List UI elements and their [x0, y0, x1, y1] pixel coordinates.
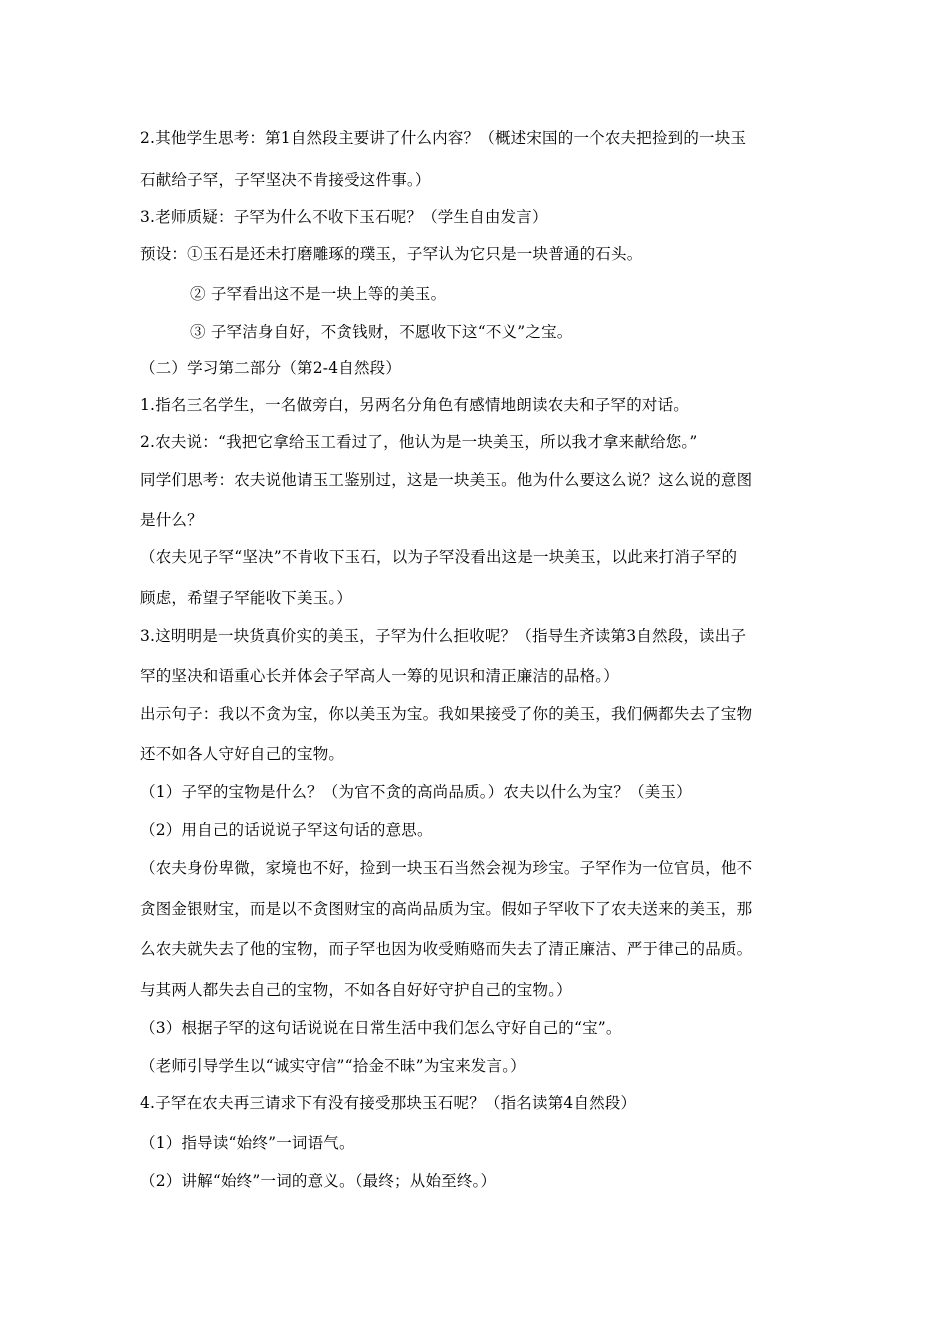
text-line: 贪图金银财宝，而是以不贪图财宝的高尚品质为宝。假如子罕收下了农夫送来的美玉，那	[140, 900, 753, 918]
text-line: 石献给子罕，子罕坚决不肯接受这件事。）	[140, 171, 431, 189]
text-line: 2.其他学生思考：第1自然段主要讲了什么内容？（概述宋国的一个农夫把捡到的一块玉	[140, 129, 747, 147]
section-heading: （二）学习第二部分（第2-4自然段）	[140, 359, 402, 377]
text-line: 罕的坚决和语重心长并体会子罕高人一筹的见识和清正廉洁的品格。）	[140, 667, 619, 685]
text-line: ③ 子罕洁身自好，不贪钱财，不愿收下这“不义”之宝。	[190, 323, 573, 341]
text-line: （农夫见子罕“坚决”不肯收下玉石，以为子罕没看出这是一块美玉，以此来打消子罕的	[140, 548, 738, 566]
text-line: 与其两人都失去自己的宝物，不如各自好好守护自己的宝物。）	[140, 981, 572, 999]
text-line: 顾虑，希望子罕能收下美玉。）	[140, 589, 353, 607]
text-line: 还不如各人守好自己的宝物。	[140, 745, 345, 763]
text-line: ② 子罕看出这不是一块上等的美玉。	[190, 285, 447, 303]
text-line: 么农夫就失去了他的宝物，而子罕也因为收受贿赂而失去了清正廉洁、严于律己的品质。	[140, 940, 753, 958]
text-line: （农夫身份卑微，家境也不好，捡到一块玉石当然会视为珍宝。子罕作为一位官员，他不	[140, 859, 753, 877]
text-line: 3.这明明是一块货真价实的美玉，子罕为什么拒收呢？（指导生齐读第3自然段，读出子	[140, 627, 747, 645]
text-line: （1）指导读“始终”一词语气。	[140, 1134, 355, 1152]
text-line: 预设：①玉石是还未打磨雕琢的璞玉，子罕认为它只是一块普通的石头。	[140, 245, 643, 263]
text-line: （2）用自己的话说说子罕这句话的意思。	[140, 821, 433, 839]
text-line: 是什么？	[140, 511, 203, 529]
text-line: 1.指名三名学生，一名做旁白，另两名分角色有感情地朗读农夫和子罕的对话。	[140, 396, 689, 414]
text-line: （2）讲解“始终”一词的意义。（最终；从始至终。）	[140, 1172, 497, 1190]
text-line: （1）子罕的宝物是什么？（为官不贪的高尚品质。）农夫以什么为宝？（美玉）	[140, 783, 692, 801]
text-line: 出示句子：我以不贪为宝，你以美玉为宝。我如果接受了你的美玉，我们俩都失去了宝物	[140, 705, 753, 723]
text-line: （老师引导学生以“诚实守信”“拾金不昧”为宝来发言。）	[140, 1057, 526, 1075]
text-line: 4.子罕在农夫再三请求下有没有接受那块玉石呢？（指名读第4自然段）	[140, 1094, 637, 1112]
text-line: 3.老师质疑：子罕为什么不收下玉石呢？（学生自由发言）	[140, 208, 548, 226]
text-line: （3）根据子罕的这句话说说在日常生活中我们怎么守好自己的“宝”。	[140, 1019, 622, 1037]
text-line: 同学们思考：农夫说他请玉工鉴别过，这是一块美玉。他为什么要这么说？这么说的意图	[140, 471, 753, 489]
text-line: 2.农夫说：“我把它拿给玉工看过了，他认为是一块美玉，所以我才拿来献给您。”	[140, 433, 698, 451]
